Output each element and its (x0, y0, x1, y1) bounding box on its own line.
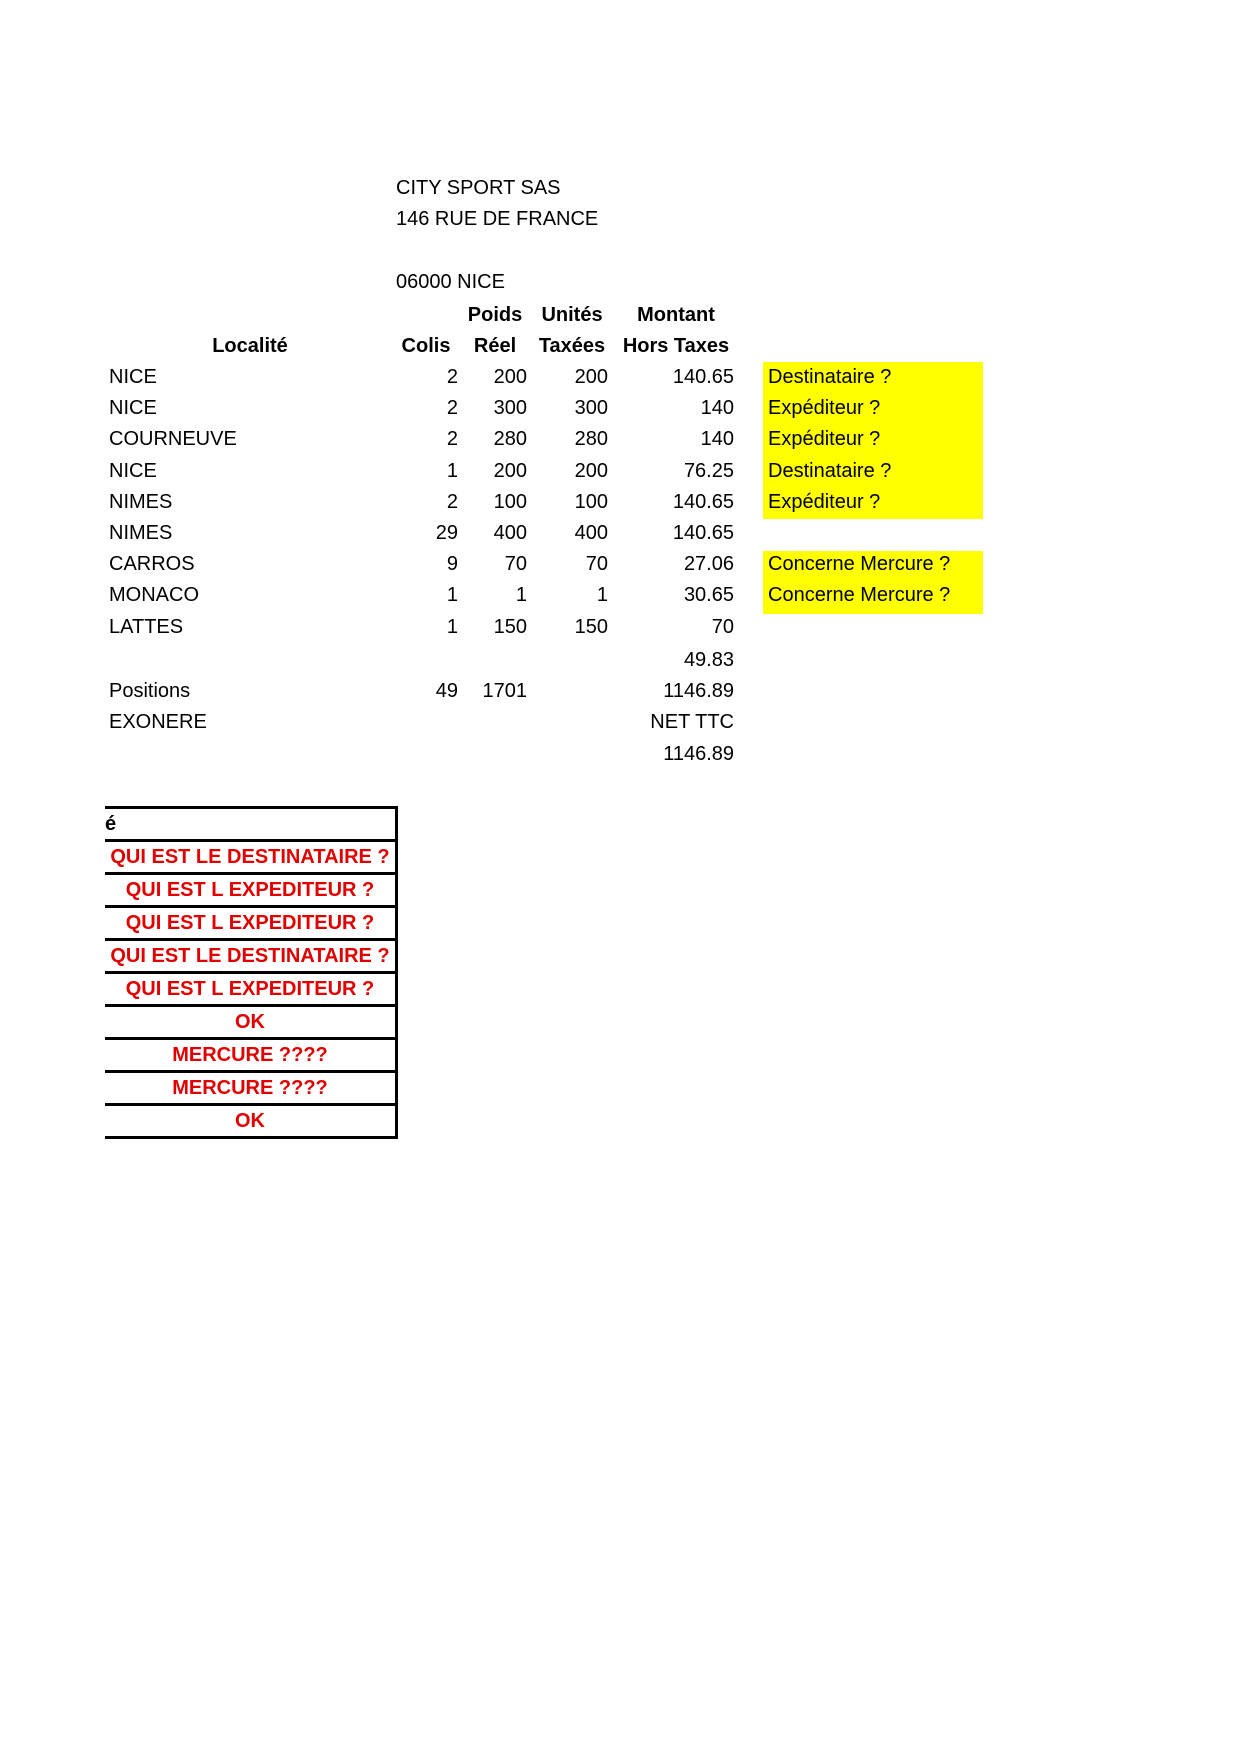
row-note: Concerne Mercure ? (768, 553, 951, 575)
row-localite: COURNEUVE (109, 428, 237, 450)
row-montant: 140 (700, 397, 734, 419)
header-montant: Montant (637, 304, 715, 326)
row-poids: 150 (493, 616, 527, 638)
header-unites: Unités (541, 304, 603, 326)
row-note: Expéditeur ? (768, 428, 881, 450)
row-localite: CARROS (109, 553, 195, 575)
row-unites: 70 (585, 553, 608, 575)
row-colis: 2 (446, 491, 458, 513)
row-poids: 70 (504, 553, 527, 575)
row-poids: 100 (493, 491, 527, 513)
header-localite: Localité (212, 335, 288, 357)
row-montant: 140.65 (672, 491, 734, 513)
checklist-item: QUI EST L EXPEDITEUR ? (105, 974, 395, 1007)
row-note: Destinataire ? (768, 366, 892, 388)
row-unites: 100 (574, 491, 608, 513)
totals-montant: 1146.89 (663, 680, 734, 702)
row-note: Destinataire ? (768, 460, 892, 482)
checklist-item: QUI EST L EXPEDITEUR ? (105, 875, 395, 908)
row-montant: 70 (711, 616, 734, 638)
row-unites: 200 (574, 460, 608, 482)
row-unites: 1 (596, 584, 608, 606)
row-montant: 140.65 (672, 522, 734, 544)
row-localite: LATTES (109, 616, 184, 638)
row-unites: 400 (574, 522, 608, 544)
city-address: 06000 NICE (396, 271, 505, 293)
row-montant: 27.06 (683, 553, 734, 575)
row-note: Expéditeur ? (768, 397, 881, 419)
row-poids: 280 (493, 428, 527, 450)
header-hors-taxes: Hors Taxes (622, 335, 730, 357)
row-poids: 200 (493, 366, 527, 388)
header-colis: Colis (401, 335, 451, 357)
checklist-item: QUI EST LE DESTINATAIRE ? (105, 941, 395, 974)
row-note: Concerne Mercure ? (768, 584, 951, 606)
checklist-item: MERCURE ???? (105, 1040, 395, 1073)
checklist-item: OK (105, 1106, 395, 1139)
exonere-label: EXONERE (109, 711, 207, 733)
company-name: CITY SPORT SAS (396, 177, 561, 199)
checklist-item: QUI EST L EXPEDITEUR ? (105, 908, 395, 941)
row-poids: 1 (515, 584, 527, 606)
row-localite: NICE (109, 460, 157, 482)
row-colis: 29 (435, 522, 458, 544)
row-localite: NIMES (109, 491, 173, 513)
row-colis: 1 (446, 584, 458, 606)
checklist-box (105, 806, 398, 1139)
totals-label: Positions (109, 680, 191, 702)
row-localite: NIMES (109, 522, 173, 544)
row-montant: 140 (700, 428, 734, 450)
row-note: Expéditeur ? (768, 491, 881, 513)
totals-poids: 1701 (482, 680, 527, 702)
row-poids: 200 (493, 460, 527, 482)
header-poids: Poids (467, 304, 523, 326)
row-poids: 300 (493, 397, 527, 419)
header-taxees: Taxées (538, 335, 606, 357)
row-localite: MONACO (109, 584, 199, 606)
row-colis: 2 (446, 366, 458, 388)
row-localite: NICE (109, 397, 157, 419)
checklist-item: QUI EST LE DESTINATAIRE ? (105, 842, 395, 875)
row-colis: 2 (446, 397, 458, 419)
net-ttc-label: NET TTC (650, 711, 734, 733)
checklist-item: OK (105, 1007, 395, 1040)
checklist-item: MERCURE ???? (105, 1073, 395, 1106)
row-colis: 9 (446, 553, 458, 575)
row-unites: 300 (574, 397, 608, 419)
header-reel: Réel (473, 335, 517, 357)
checklist-header: é (105, 809, 395, 842)
row-colis: 2 (446, 428, 458, 450)
extra-amount: 49.83 (683, 649, 734, 671)
row-montant: 30.65 (683, 584, 734, 606)
row-unites: 200 (574, 366, 608, 388)
row-montant: 76.25 (683, 460, 734, 482)
row-colis: 1 (446, 460, 458, 482)
street-address: 146 RUE DE FRANCE (396, 208, 599, 230)
row-localite: NICE (109, 366, 157, 388)
row-unites: 280 (574, 428, 608, 450)
totals-colis: 49 (435, 680, 458, 702)
row-montant: 140.65 (672, 366, 734, 388)
net-ttc-value: 1146.89 (663, 743, 734, 765)
row-unites: 150 (574, 616, 608, 638)
row-colis: 1 (446, 616, 458, 638)
row-poids: 400 (493, 522, 527, 544)
